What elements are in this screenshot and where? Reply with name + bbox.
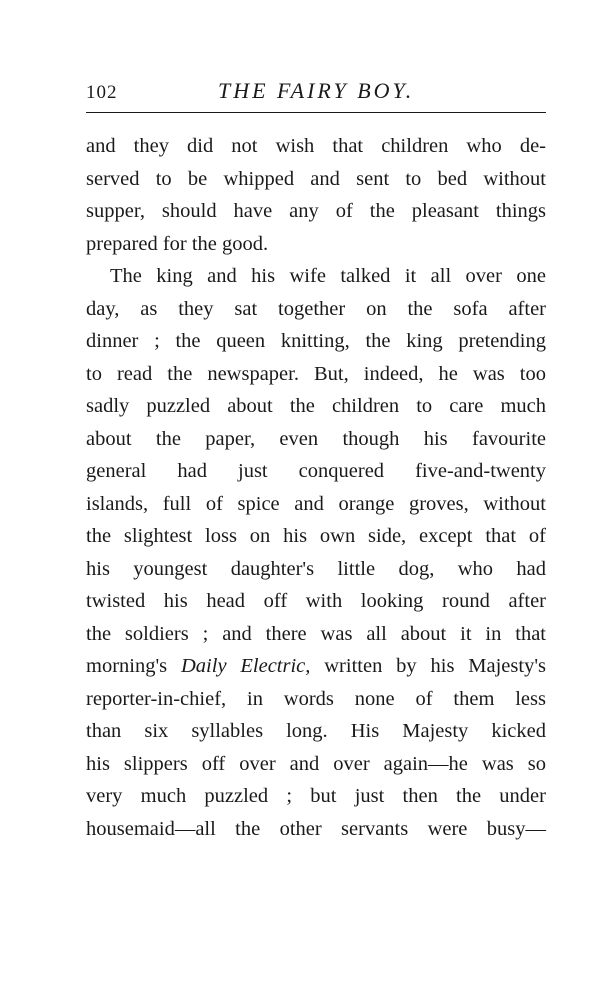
text-line: supper, should have any of the pleasant things [86,200,546,222]
text-line [86,650,546,683]
text-line: served to be whipped and sent to bed without [86,167,546,190]
text-line: very much puzzled ; but just then the under [86,785,546,807]
header-rule [86,112,546,113]
body-text [86,130,546,845]
text-line: the soldiers ; and there was all about it in that [86,622,546,645]
text-segment: written by his Majesty's [310,655,546,677]
text-line: day, as they sat together on the sofa after [86,297,546,320]
text-line: to read the newspaper. But, indeed, he was too [86,362,546,385]
text-line: The king and his wife talked it all over one [110,265,546,287]
text-line: islands, full of spice and orange groves, without [86,492,546,515]
text-line: dinner ; the queen knitting, the king pretending [86,330,546,352]
text-line: general had just conquered five-and-twenty [86,460,546,482]
text-line: and they did not wish that children who de- [86,135,546,157]
text-line: his slippers off over and over again—he was so [86,752,546,775]
text-line: the slightest loss on his own side, except that of [86,525,546,547]
running-head [86,78,546,108]
text-line: reporter-in-chief, in words none of them less [86,687,546,710]
text-line: his youngest daughter's little dog, who had [86,557,546,580]
text-line: housemaid—all the other servants were busy— [86,817,546,840]
page-number: 102 [86,82,118,103]
running-title: THE FAIRY BOY. [218,78,415,103]
text-line: about the paper, even though his favourite [86,427,546,450]
newspaper-title: Daily Electric, [181,655,311,677]
text-line: prepared for the good. [86,232,269,255]
text-line: than six syllables long. His Majesty kicked [86,720,546,742]
text-line: twisted his head off with looking round after [86,590,546,612]
text-segment: morning's [86,655,181,677]
text-line: sadly puzzled about the children to care much [86,395,546,417]
